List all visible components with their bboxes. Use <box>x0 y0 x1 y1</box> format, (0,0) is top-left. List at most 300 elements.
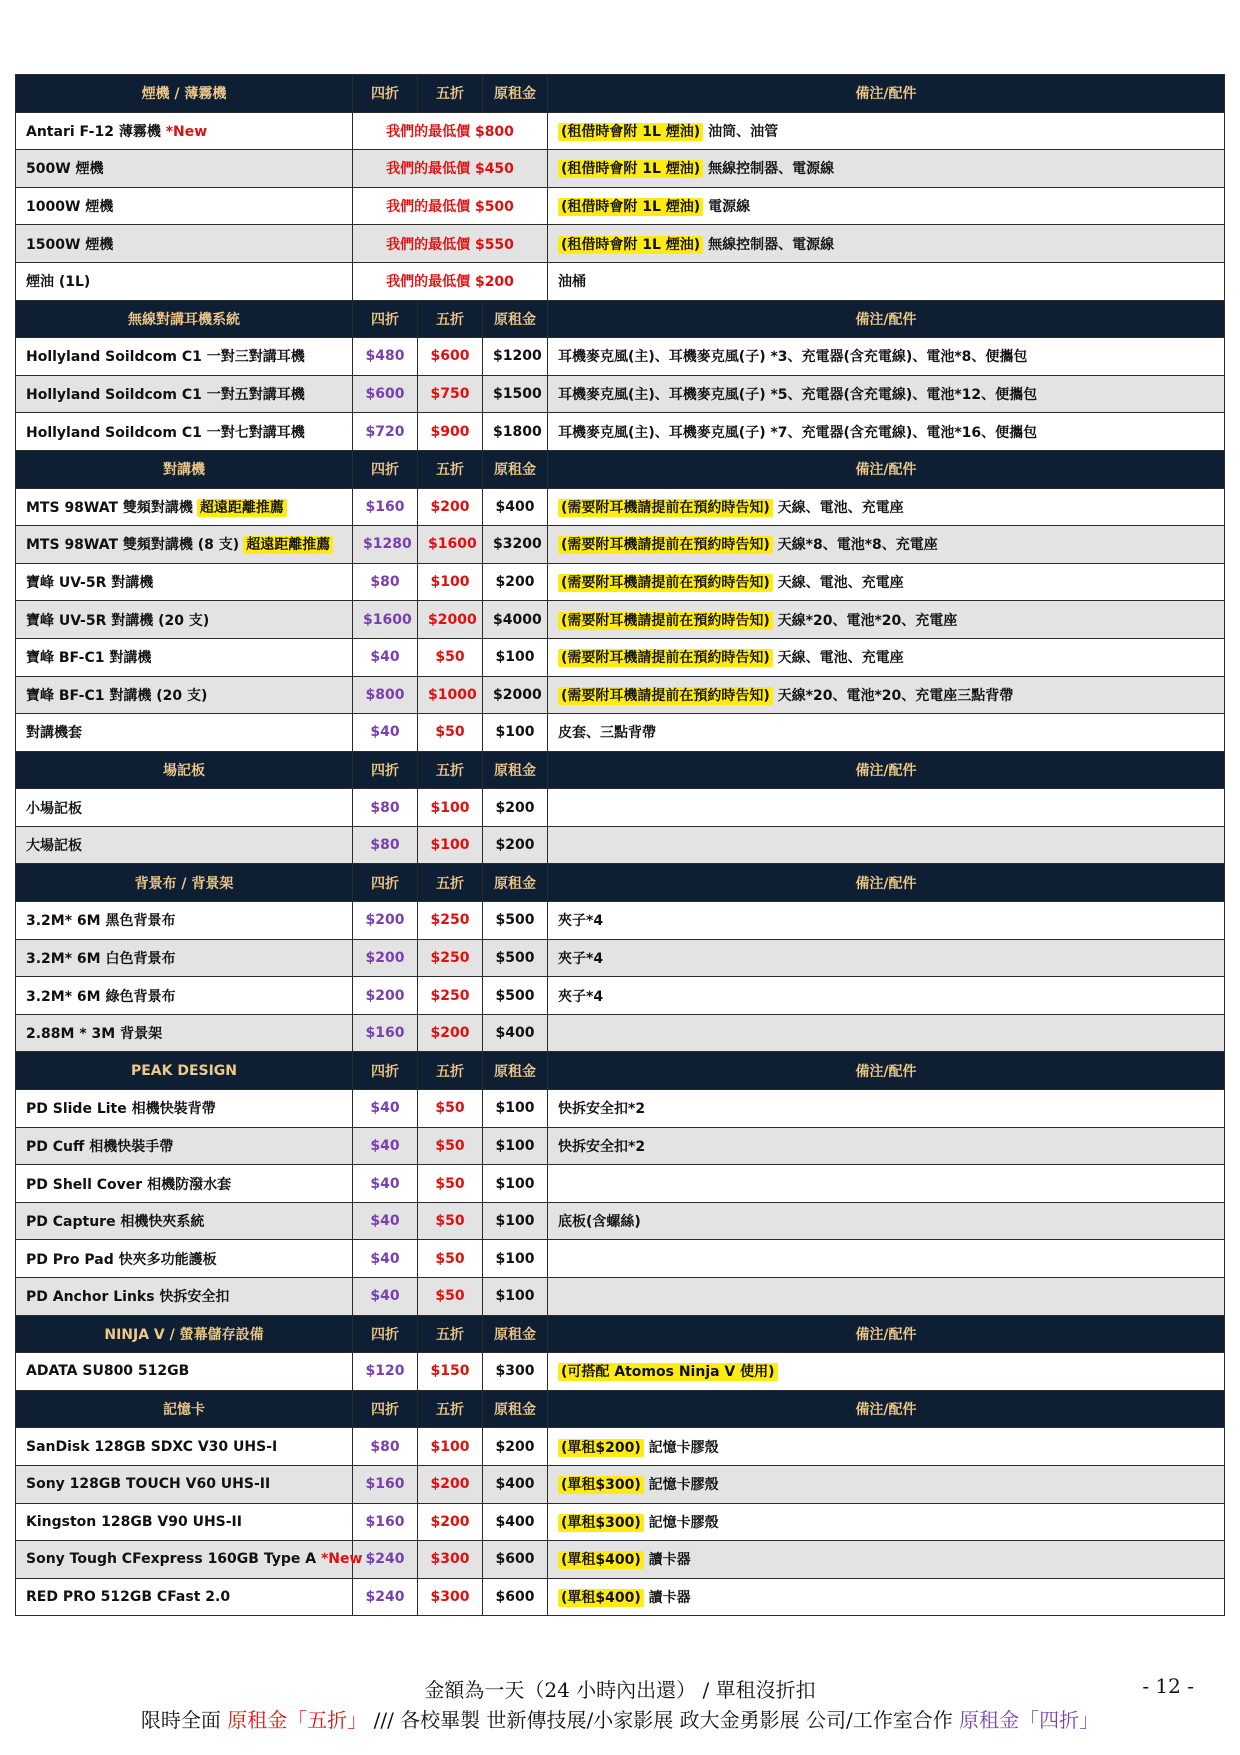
price-40: $480 <box>353 338 418 376</box>
item-name: PD Anchor Links 快拆安全扣 <box>26 1289 230 1306</box>
item-name-cell <box>16 1278 353 1316</box>
item-name-cell <box>16 789 353 827</box>
item-name: 3.2M* 6M 綠色背景布 <box>26 988 176 1005</box>
price-50: $50 <box>418 1090 483 1128</box>
section-header <box>16 75 1225 113</box>
section-header <box>16 1390 1225 1428</box>
section-title: 煙機 / 薄霧機 <box>16 75 353 113</box>
section-title: PEAK DESIGN <box>16 1052 353 1090</box>
item-name-cell <box>16 563 353 601</box>
item-name: 對講機套 <box>26 725 82 742</box>
price-40: $40 <box>353 1127 418 1165</box>
price-40: $80 <box>353 563 418 601</box>
price-50: $50 <box>418 1278 483 1316</box>
table-row <box>16 225 1225 263</box>
item-name: MTS 98WAT 雙頻對講機 <box>26 499 193 516</box>
section-header <box>16 300 1225 338</box>
price-original: $400 <box>483 1014 548 1052</box>
header-original-price: 原租金 <box>483 1052 548 1090</box>
note-highlight: (需要附耳機請提前在預約時告知) <box>558 499 773 517</box>
notes-cell <box>548 225 1225 263</box>
item-name: 寶峰 BF-C1 對講機 (20 支) <box>26 687 208 704</box>
item-name: Hollyland Soildcom C1 一對七對講耳機 <box>26 424 305 441</box>
price-50: $100 <box>418 789 483 827</box>
note-text: 記憶卡膠殼 <box>648 1477 719 1494</box>
price-50: $1600 <box>418 526 483 564</box>
note-text: 耳機麥克風(主)、耳機麥克風(子) *3、充電器(含充電線)、電池*8、便攜包 <box>558 349 1028 366</box>
price-50: $600 <box>418 338 483 376</box>
price-original: $600 <box>483 1578 548 1616</box>
price-40: $160 <box>353 488 418 526</box>
note-text: 天線、電池、充電座 <box>777 575 904 592</box>
notes-cell <box>548 187 1225 225</box>
price-50: $200 <box>418 1465 483 1503</box>
notes-cell <box>548 1240 1225 1278</box>
table-row <box>16 1014 1225 1052</box>
item-name: 寶峰 UV-5R 對講機 (20 支) <box>26 612 210 629</box>
notes-cell <box>548 1578 1225 1616</box>
notes-cell <box>548 1503 1225 1541</box>
table-row <box>16 1578 1225 1616</box>
section-header <box>16 1052 1225 1090</box>
price-40: $120 <box>353 1353 418 1391</box>
lowest-price: 我們的最低價 $800 <box>353 112 548 150</box>
notes-cell <box>548 150 1225 188</box>
price-40: $80 <box>353 826 418 864</box>
table-row <box>16 338 1225 376</box>
notes-cell <box>548 1202 1225 1240</box>
price-40: $1280 <box>353 526 418 564</box>
price-50: $200 <box>418 1014 483 1052</box>
price-original: $200 <box>483 1428 548 1466</box>
price-50: $100 <box>418 1428 483 1466</box>
note-text: 天線*20、電池*20、充電座 <box>777 612 958 629</box>
item-name: 3.2M* 6M 黑色背景布 <box>26 913 176 930</box>
price-50: $250 <box>418 977 483 1015</box>
item-name: RED PRO 512GB CFast 2.0 <box>26 1589 231 1606</box>
table-row <box>16 902 1225 940</box>
price-40: $40 <box>353 1278 418 1316</box>
price-original: $100 <box>483 714 548 752</box>
item-name: 500W 煙機 <box>26 161 104 178</box>
notes-cell <box>548 1353 1225 1391</box>
price-original: $200 <box>483 789 548 827</box>
header-original-price: 原租金 <box>483 864 548 902</box>
item-name-cell <box>16 1127 353 1165</box>
table-row <box>16 1165 1225 1203</box>
price-40: $40 <box>353 638 418 676</box>
note-highlight: (需要附耳機請提前在預約時告知) <box>558 687 773 705</box>
price-40: $240 <box>353 1578 418 1616</box>
section-header <box>16 864 1225 902</box>
price-40: $160 <box>353 1014 418 1052</box>
promo-forty-percent: 原租金「四折」 <box>959 1708 1100 1732</box>
price-50: $900 <box>418 413 483 451</box>
item-name-cell <box>16 1428 353 1466</box>
note-highlight: (租借時會附 1L 煙油) <box>558 123 703 141</box>
price-50: $50 <box>418 1165 483 1203</box>
price-original: $500 <box>483 939 548 977</box>
item-name: MTS 98WAT 雙頻對講機 (8 支) <box>26 537 240 554</box>
header-40-discount: 四折 <box>353 300 418 338</box>
header-notes: 備注/配件 <box>548 751 1225 789</box>
price-50: $200 <box>418 488 483 526</box>
price-40: $240 <box>353 1541 418 1579</box>
notes-cell <box>548 601 1225 639</box>
price-50: $300 <box>418 1578 483 1616</box>
note-highlight: (租借時會附 1L 煙油) <box>558 236 703 254</box>
price-50: $750 <box>418 375 483 413</box>
note-text: 快拆安全扣*2 <box>558 1138 646 1155</box>
price-original: $1500 <box>483 375 548 413</box>
note-text: 天線*8、電池*8、充電座 <box>777 537 938 554</box>
table-row <box>16 526 1225 564</box>
item-name-cell <box>16 1578 353 1616</box>
price-50: $100 <box>418 563 483 601</box>
item-name: Hollyland Soildcom C1 一對五對講耳機 <box>26 387 305 404</box>
header-50-discount: 五折 <box>418 864 483 902</box>
notes-cell <box>548 939 1225 977</box>
item-name: 寶峰 UV-5R 對講機 <box>26 575 154 592</box>
price-40: $40 <box>353 1165 418 1203</box>
price-original: $400 <box>483 1503 548 1541</box>
price-original: $200 <box>483 563 548 601</box>
price-40: $40 <box>353 1090 418 1128</box>
item-name-cell <box>16 150 353 188</box>
header-50-discount: 五折 <box>418 1052 483 1090</box>
table-row <box>16 1465 1225 1503</box>
recommend-badge: 超遠距離推薦 <box>243 536 333 554</box>
price-original: $400 <box>483 488 548 526</box>
item-name-cell <box>16 225 353 263</box>
header-notes: 備注/配件 <box>548 1315 1225 1353</box>
promo-partners: /// 各校畢製 世新傳技展/小家影展 政大金勇影展 公司/工作室合作 <box>373 1708 953 1732</box>
notes-cell <box>548 1428 1225 1466</box>
header-original-price: 原租金 <box>483 450 548 488</box>
note-highlight: (單租$400) <box>558 1551 644 1569</box>
notes-cell <box>548 1165 1225 1203</box>
item-name: ADATA SU800 512GB <box>26 1363 190 1380</box>
item-name: PD Slide Lite 相機快裝背帶 <box>26 1101 216 1118</box>
notes-cell <box>548 714 1225 752</box>
price-50: $150 <box>418 1353 483 1391</box>
header-50-discount: 五折 <box>418 751 483 789</box>
section-title: 背景布 / 背景架 <box>16 864 353 902</box>
price-original: $100 <box>483 1165 548 1203</box>
notes-cell <box>548 902 1225 940</box>
price-40: $80 <box>353 789 418 827</box>
item-name-cell <box>16 977 353 1015</box>
header-50-discount: 五折 <box>418 300 483 338</box>
note-highlight: (需要附耳機請提前在預約時告知) <box>558 536 773 554</box>
item-name: 1500W 煙機 <box>26 236 114 253</box>
item-name-cell <box>16 375 353 413</box>
notes-cell <box>548 338 1225 376</box>
item-name-cell <box>16 187 353 225</box>
table-row <box>16 1503 1225 1541</box>
price-50: $50 <box>418 1127 483 1165</box>
price-40: $160 <box>353 1465 418 1503</box>
item-name: PD Cuff 相機快裝手帶 <box>26 1138 174 1155</box>
price-50: $200 <box>418 1503 483 1541</box>
footer-promotion <box>0 1704 1240 1733</box>
table-row <box>16 488 1225 526</box>
price-original: $100 <box>483 1127 548 1165</box>
header-40-discount: 四折 <box>353 1052 418 1090</box>
item-name: Kingston 128GB V90 UHS-II <box>26 1513 242 1530</box>
item-name-cell <box>16 262 353 300</box>
item-name: PD Pro Pad 快夾多功能護板 <box>26 1251 217 1268</box>
header-50-discount: 五折 <box>418 1315 483 1353</box>
note-text: 快拆安全扣*2 <box>558 1101 646 1118</box>
table-row <box>16 977 1225 1015</box>
note-text: 讀卡器 <box>648 1552 691 1569</box>
header-original-price: 原租金 <box>483 75 548 113</box>
header-40-discount: 四折 <box>353 1315 418 1353</box>
header-notes: 備注/配件 <box>548 864 1225 902</box>
price-40: $200 <box>353 902 418 940</box>
price-original: $3200 <box>483 526 548 564</box>
note-text: 電源線 <box>708 199 751 216</box>
item-name: 1000W 煙機 <box>26 199 114 216</box>
new-badge: *New <box>320 1551 363 1568</box>
price-original: $500 <box>483 902 548 940</box>
note-highlight: (租借時會附 1L 煙油) <box>558 198 703 216</box>
price-original: $100 <box>483 638 548 676</box>
item-name-cell <box>16 488 353 526</box>
header-original-price: 原租金 <box>483 751 548 789</box>
table-row <box>16 601 1225 639</box>
lowest-price: 我們的最低價 $200 <box>353 262 548 300</box>
item-name: PD Capture 相機快夾系統 <box>26 1214 205 1231</box>
price-original: $600 <box>483 1541 548 1579</box>
price-40: $200 <box>353 977 418 1015</box>
note-text: 無線控制器、電源線 <box>708 161 835 178</box>
note-highlight: (單租$300) <box>558 1514 644 1532</box>
header-original-price: 原租金 <box>483 1315 548 1353</box>
table-row <box>16 1541 1225 1579</box>
item-name: Sony 128GB TOUCH V60 UHS-II <box>26 1476 271 1493</box>
table-row <box>16 1240 1225 1278</box>
note-text: 夾子*4 <box>558 950 604 967</box>
section-title: NINJA V / 螢幕儲存設備 <box>16 1315 353 1353</box>
item-name-cell <box>16 1503 353 1541</box>
notes-cell <box>548 112 1225 150</box>
note-text: 底板(含螺絲) <box>558 1214 641 1231</box>
note-text: 記憶卡膠殼 <box>648 1439 719 1456</box>
table-row <box>16 150 1225 188</box>
price-40: $40 <box>353 1202 418 1240</box>
header-original-price: 原租金 <box>483 1390 548 1428</box>
price-50: $50 <box>418 1240 483 1278</box>
item-name: Sony Tough CFexpress 160GB Type A <box>26 1551 317 1568</box>
item-name-cell <box>16 1014 353 1052</box>
header-notes: 備注/配件 <box>548 75 1225 113</box>
footer-rental-terms: 金額為一天（24 小時內出還） / 單租沒折扣 <box>424 1678 816 1702</box>
notes-cell <box>548 1127 1225 1165</box>
note-text: 天線、電池、充電座 <box>777 499 904 516</box>
recommend-badge: 超遠距離推薦 <box>197 499 287 517</box>
note-text: 耳機麥克風(主)、耳機麥克風(子) *5、充電器(含充電線)、電池*12、便攜包 <box>558 387 1038 404</box>
note-text: 讀卡器 <box>648 1590 691 1607</box>
header-notes: 備注/配件 <box>548 450 1225 488</box>
price-40: $600 <box>353 375 418 413</box>
table-row <box>16 1202 1225 1240</box>
price-50: $50 <box>418 1202 483 1240</box>
item-name-cell <box>16 1541 363 1579</box>
price-50: $50 <box>418 638 483 676</box>
table-row <box>16 413 1225 451</box>
item-name: 大場記板 <box>26 838 82 855</box>
notes-cell <box>548 375 1225 413</box>
note-text: 皮套、三點背帶 <box>558 725 656 742</box>
price-original: $1200 <box>483 338 548 376</box>
price-50: $100 <box>418 826 483 864</box>
item-name-cell <box>16 826 353 864</box>
price-original: $300 <box>483 1353 548 1391</box>
note-highlight: (單租$200) <box>558 1439 644 1457</box>
table-row <box>16 714 1225 752</box>
table-row <box>16 1127 1225 1165</box>
table-row <box>16 789 1225 827</box>
item-name-cell <box>16 638 353 676</box>
section-title: 對講機 <box>16 450 353 488</box>
price-50: $250 <box>418 902 483 940</box>
price-original: $100 <box>483 1202 548 1240</box>
note-highlight: (可搭配 Atomos Ninja V 使用) <box>558 1363 778 1381</box>
lowest-price: 我們的最低價 $500 <box>353 187 548 225</box>
item-name: 寶峰 BF-C1 對講機 <box>26 650 152 667</box>
notes-cell <box>548 413 1225 451</box>
section-title: 場記板 <box>16 751 353 789</box>
notes-cell <box>548 826 1225 864</box>
table-row <box>16 375 1225 413</box>
note-highlight: (需要附耳機請提前在預約時告知) <box>558 574 773 592</box>
item-name-cell <box>16 714 353 752</box>
header-50-discount: 五折 <box>418 450 483 488</box>
section-header <box>16 1315 1225 1353</box>
price-40: $80 <box>353 1428 418 1466</box>
price-40: $1600 <box>353 601 418 639</box>
item-name: PD Shell Cover 相機防潑水套 <box>26 1176 232 1193</box>
item-name-cell <box>16 902 353 940</box>
price-50: $50 <box>418 714 483 752</box>
header-notes: 備注/配件 <box>548 1052 1225 1090</box>
note-highlight: (需要附耳機請提前在預約時告知) <box>558 649 773 667</box>
note-text: 耳機麥克風(主)、耳機麥克風(子) *7、充電器(含充電線)、電池*16、便攜包 <box>558 424 1038 441</box>
lowest-price: 我們的最低價 $450 <box>353 150 548 188</box>
promo-half-price: 原租金「五折」 <box>227 1708 368 1732</box>
notes-cell <box>548 563 1225 601</box>
header-40-discount: 四折 <box>353 75 418 113</box>
note-text: 無線控制器、電源線 <box>708 236 835 253</box>
item-name: Hollyland Soildcom C1 一對三對講耳機 <box>26 349 305 366</box>
header-40-discount: 四折 <box>353 864 418 902</box>
table-row <box>16 563 1225 601</box>
item-name-cell <box>16 1353 353 1391</box>
page-number: - 12 - <box>1142 1674 1194 1698</box>
header-50-discount: 五折 <box>418 75 483 113</box>
note-text: 夾子*4 <box>558 913 604 930</box>
notes-cell <box>548 526 1225 564</box>
header-notes: 備注/配件 <box>548 300 1225 338</box>
item-name-cell <box>16 1240 353 1278</box>
price-original: $2000 <box>483 676 548 714</box>
price-50: $300 <box>418 1541 483 1579</box>
notes-cell <box>548 676 1225 714</box>
header-40-discount: 四折 <box>353 1390 418 1428</box>
price-original: $4000 <box>483 601 548 639</box>
note-text: 天線*20、電池*20、充電座三點背帶 <box>777 687 1014 704</box>
price-original: $500 <box>483 977 548 1015</box>
item-name-cell <box>16 338 353 376</box>
note-text: 油筒、油管 <box>708 123 779 140</box>
notes-cell <box>548 1541 1225 1579</box>
price-50: $1000 <box>418 676 483 714</box>
section-header <box>16 751 1225 789</box>
item-name-cell <box>16 526 353 564</box>
note-text: 記憶卡膠殼 <box>648 1514 719 1531</box>
table-row <box>16 676 1225 714</box>
notes-cell <box>548 1278 1225 1316</box>
notes-cell <box>548 1090 1225 1128</box>
table-row <box>16 1428 1225 1466</box>
notes-cell <box>548 1465 1225 1503</box>
notes-cell <box>548 262 1225 300</box>
note-highlight: (單租$400) <box>558 1589 644 1607</box>
notes-cell <box>548 1014 1225 1052</box>
price-original: $100 <box>483 1090 548 1128</box>
notes-cell <box>548 638 1225 676</box>
price-40: $200 <box>353 939 418 977</box>
table-row <box>16 1278 1225 1316</box>
item-name-cell <box>16 1202 353 1240</box>
item-name-cell <box>16 1465 353 1503</box>
table-row <box>16 638 1225 676</box>
header-40-discount: 四折 <box>353 751 418 789</box>
price-50: $2000 <box>418 601 483 639</box>
price-40: $40 <box>353 714 418 752</box>
price-40: $160 <box>353 1503 418 1541</box>
item-name-cell <box>16 676 353 714</box>
notes-cell <box>548 488 1225 526</box>
note-highlight: (需要附耳機請提前在預約時告知) <box>558 612 773 630</box>
item-name-cell <box>16 1090 353 1128</box>
lowest-price: 我們的最低價 $550 <box>353 225 548 263</box>
item-name: 小場記板 <box>26 800 82 817</box>
price-50: $250 <box>418 939 483 977</box>
new-badge: *New <box>165 123 208 140</box>
price-40: $720 <box>353 413 418 451</box>
item-name-cell <box>16 112 353 150</box>
note-highlight: (單租$300) <box>558 1476 644 1494</box>
price-original: $100 <box>483 1240 548 1278</box>
item-name: SanDisk 128GB SDXC V30 UHS-I <box>26 1438 278 1455</box>
item-name-cell <box>16 413 353 451</box>
note-highlight: (租借時會附 1L 煙油) <box>558 160 703 178</box>
price-original: $400 <box>483 1465 548 1503</box>
table-row <box>16 1353 1225 1391</box>
promo-prefix: 限時全面 <box>140 1708 221 1732</box>
item-name: 煙油 (1L) <box>26 274 91 291</box>
header-notes: 備注/配件 <box>548 1390 1225 1428</box>
section-title: 無線對講耳機系統 <box>16 300 353 338</box>
price-40: $800 <box>353 676 418 714</box>
header-original-price: 原租金 <box>483 300 548 338</box>
header-40-discount: 四折 <box>353 450 418 488</box>
section-header <box>16 450 1225 488</box>
table-row <box>16 1090 1225 1128</box>
